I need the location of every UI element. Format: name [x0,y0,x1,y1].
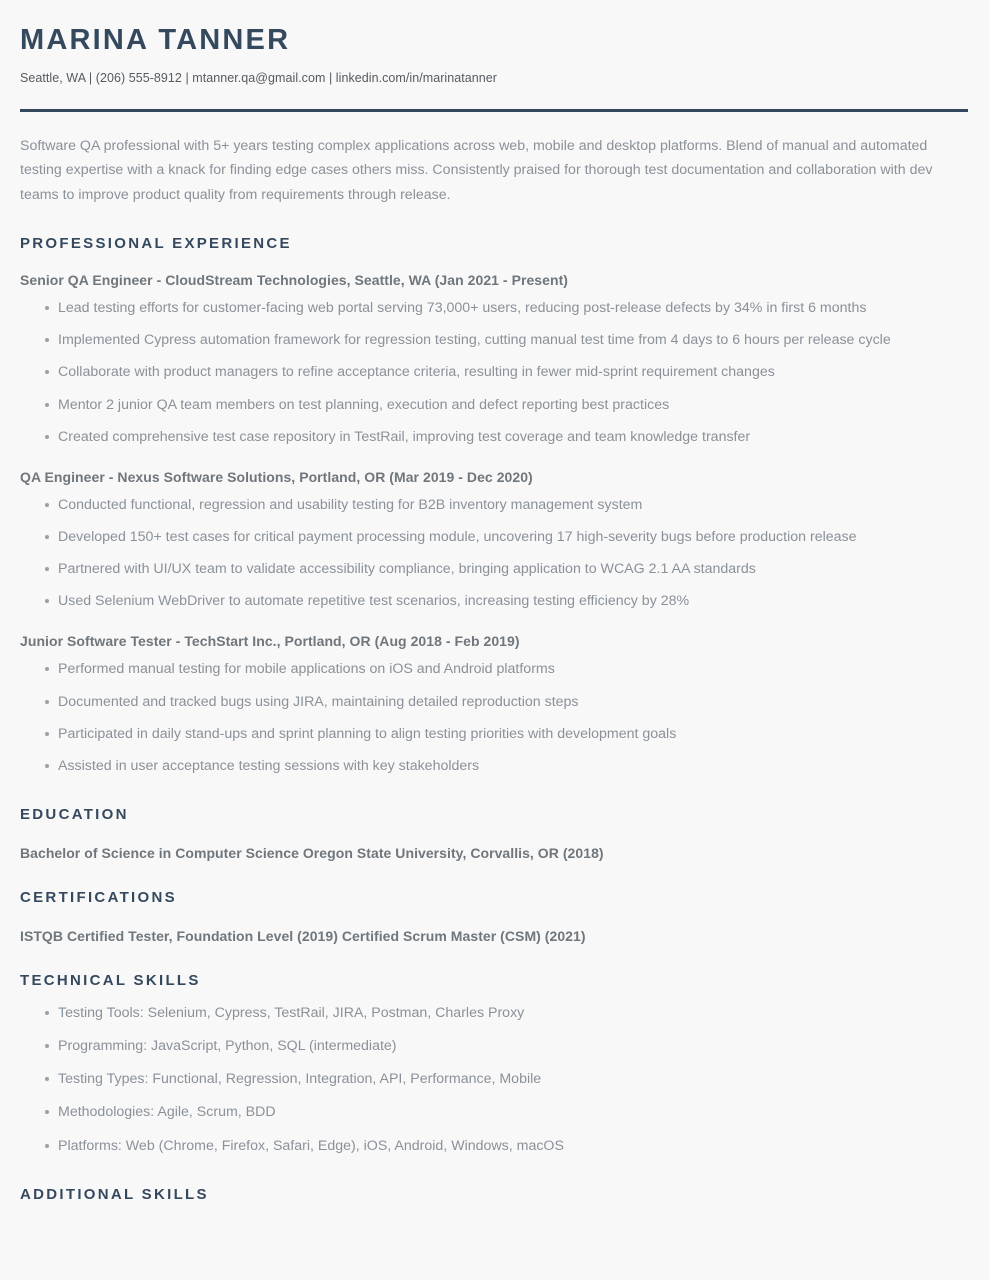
list-item: Mentor 2 junior QA team members on test planning, execution and defect reporting best practices [20,393,969,417]
list-item: Implemented Cypress automation framework for regression testing, cutting manual test time from 4 days to 6 hours per release cycle [20,328,969,352]
section-additional-skills [20,1186,969,1203]
section-heading-technical-skills: TECHNICAL SKILLS [20,971,201,989]
list-item: Used Selenium WebDriver to automate repetitive test scenarios, increasing testing efficiency by 28% [20,589,969,613]
section-heading-certifications: CERTIFICATIONS [20,888,177,906]
header-divider [20,109,968,112]
section-technical-skills [20,972,969,1158]
list-item: Performed manual testing for mobile applications on iOS and Android platforms [20,657,969,681]
section-education [20,806,969,861]
list-item: Testing Tools: Selenium, Cypress, TestRail, JIRA, Postman, Charles Proxy [20,1001,969,1025]
list-item: Programming: JavaScript, Python, SQL (intermediate) [20,1034,969,1058]
section-heading-additional-skills: ADDITIONAL SKILLS [20,1185,209,1203]
page-title: MARINA TANNER [20,24,291,56]
list-item: Testing Types: Functional, Regression, Integration, API, Performance, Mobile [20,1067,969,1091]
list-item: Developed 150+ test cases for critical payment processing module, uncovering 17 high-severity bugs before production release [20,525,969,549]
contact-line: Seattle, WA | (206) 555-8912 | mtanner.qa@gmail.com | linkedin.com/in/marinatanner [20,70,497,85]
certifications-entry: ISTQB Certified Tester, Foundation Level (2019) Certified Scrum Master (CSM) (2021) [20,927,586,944]
list-item: Participated in daily stand-ups and sprint planning to align testing priorities with development goals [20,722,969,746]
section-heading-experience: PROFESSIONAL EXPERIENCE [20,235,292,253]
list-item: Collaborate with product managers to refine acceptance criteria, resulting in fewer mid-sprint requirement changes [20,360,969,384]
job-bullets-1 [20,493,969,614]
job-title-1: QA Engineer - Nexus Software Solutions, Portland, OR (Mar 2019 - Dec 2020) [20,468,533,485]
list-item: Assisted in user acceptance testing sessions with key stakeholders [20,754,969,778]
list-item: Created comprehensive test case repository in TestRail, improving test coverage and team knowledge transfer [20,425,969,449]
job-title-0: Senior QA Engineer - CloudStream Technologies, Seattle, WA (Jan 2021 - Present) [20,272,569,289]
professional-summary: Software QA professional with 5+ years testing complex applications across web, mobile and desktop platforms. Blend of manual and automated testing expertise with a knack for finding edge cases others miss. Consistently praised for thorough test documentation and collaboration with dev teams to improve product quality from requirements through release. [20,137,933,203]
technical-skills-list [20,1001,969,1158]
list-item: Documented and tracked bugs using JIRA, maintaining detailed reproduction steps [20,690,969,714]
list-item: Platforms: Web (Chrome, Firefox, Safari, Edge), iOS, Android, Windows, macOS [20,1134,969,1158]
job-title-2: Junior Software Tester - TechStart Inc., Portland, OR (Aug 2018 - Feb 2019) [20,633,520,650]
list-item: Partnered with UI/UX team to validate accessibility compliance, bringing application to WCAG 2.1 AA standards [20,557,969,581]
list-item: Conducted functional, regression and usability testing for B2B inventory management system [20,493,969,517]
list-item: Methodologies: Agile, Scrum, BDD [20,1100,969,1124]
job-bullets-0 [20,296,969,449]
section-certifications [20,889,969,944]
education-entry: Bachelor of Science in Computer Science Oregon State University, Corvallis, OR (2018) [20,844,604,861]
section-heading-education: EDUCATION [20,805,129,823]
list-item: Lead testing efforts for customer-facing web portal serving 73,000+ users, reducing post-release defects by 34% in first 6 months [20,296,969,320]
section-professional-experience [20,235,969,778]
job-bullets-2 [20,657,969,778]
